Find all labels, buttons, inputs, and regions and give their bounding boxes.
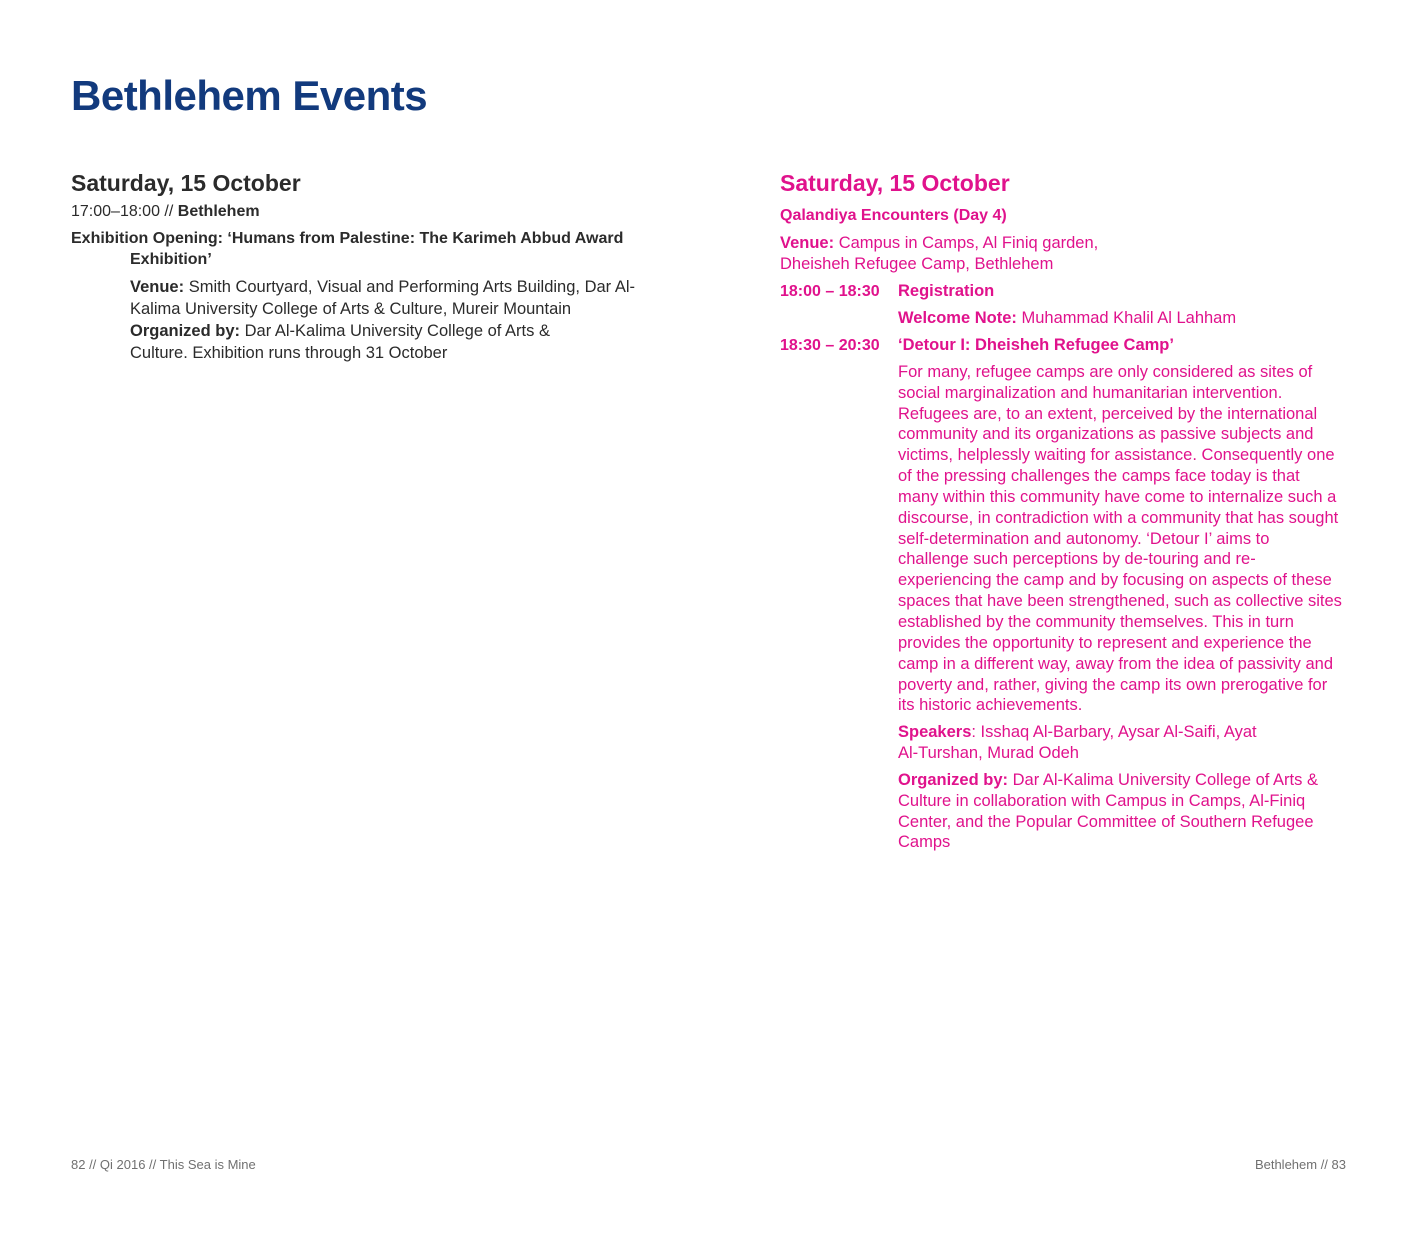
right-venue-label: Venue: bbox=[780, 234, 835, 252]
left-event-column bbox=[71, 167, 651, 364]
right-event-name: Qalandiya Encounters (Day 4) bbox=[780, 207, 1007, 224]
left-event-title: Exhibition Opening: ‘Humans from Palestine: The Karimeh Abbud Award Exhibition’ bbox=[71, 230, 624, 268]
left-organizer bbox=[130, 320, 550, 364]
right-venue-text: Campus in Camps, Al Finiq garden, Dheisheh Refugee Camp, Bethlehem bbox=[780, 234, 1099, 273]
speakers-label: Speakers bbox=[898, 723, 972, 742]
welcome-note bbox=[898, 308, 1350, 329]
page-title: Bethlehem Events bbox=[71, 72, 428, 119]
right-organized-text: Dar Al-Kalima University College of Arts & Culture in collaboration with Campus in Camps, Al-Finiq Center, and the Popular Committee of Southern Refugee Camps bbox=[898, 770, 1318, 852]
right-day-heading: Saturday, 15 October bbox=[780, 170, 1010, 196]
schedule-slot-registration bbox=[780, 281, 1350, 302]
left-time: 17:00–18:00 // bbox=[71, 203, 178, 220]
left-day-heading: Saturday, 15 October bbox=[71, 170, 301, 196]
speakers-text: : Isshaq Al-Barbary, Aysar Al-Saifi, Ayat Al-Turshan, Murad Odeh bbox=[898, 723, 1257, 763]
slot-2-time: 18:30 – 20:30 bbox=[780, 336, 880, 354]
left-venue bbox=[130, 276, 651, 320]
footer-right-page-number: Bethlehem // 83 bbox=[1254, 1157, 1346, 1172]
left-organized-text: Dar Al-Kalima University College of Arts & Culture. Exhibition runs through 31 October bbox=[130, 322, 550, 362]
welcome-text: Muhammad Khalil Al Lahham bbox=[1016, 309, 1237, 327]
left-venue-label: Venue: bbox=[130, 278, 185, 296]
right-venue bbox=[780, 233, 1140, 275]
detour-description bbox=[898, 362, 1343, 716]
left-place: Bethlehem bbox=[177, 203, 260, 220]
schedule-slot-detour bbox=[780, 335, 1350, 356]
description-text: For many, refugee camps are only considered as sites of social marginalization and humanitarian intervention. Refugees are, to an extent, perceived by the international community and its organizations as passive subjects and victims, helplessly waiting for assistance. Consequently one of the pressing challenges the camps face today is that many within this community have come to internalize such a discourse, in contradiction with a community that has sought self-determination and autonomy. ‘Detour I’ aims to challenge such perceptions by de-touring and re-experiencing the camp and by focusing on aspects of these spaces that have been strengthened, such as collective sites established by the community themselves. This in turn provides the opportunity to represent and experience the camp in a different way, away from the idea of passivity and poverty and, rather, giving the camp its own prerogative for its historic achievements. bbox=[898, 362, 1342, 715]
footer-left-page-number: 82 // Qi 2016 // This Sea is Mine bbox=[71, 1157, 256, 1172]
welcome-label: Welcome Note: bbox=[898, 309, 1017, 327]
left-event-details bbox=[130, 276, 651, 364]
slot-1-time: 18:00 – 18:30 bbox=[780, 283, 880, 300]
left-venue-text: Smith Courtyard, Visual and Performing Arts Building, Dar Al-Kalima University College of Arts & Culture, Mureir Mountain bbox=[130, 278, 635, 318]
slot-2-title: ‘Detour I: Dheisheh Refugee Camp’ bbox=[898, 335, 1174, 354]
left-time-place bbox=[71, 201, 651, 223]
right-organizer bbox=[898, 770, 1350, 853]
slot-1-title: Registration bbox=[898, 282, 995, 300]
right-organized-label: Organized by: bbox=[898, 770, 1009, 789]
speakers bbox=[898, 722, 1268, 764]
left-organized-label: Organized by: bbox=[130, 322, 241, 340]
right-event-column bbox=[780, 167, 1350, 853]
